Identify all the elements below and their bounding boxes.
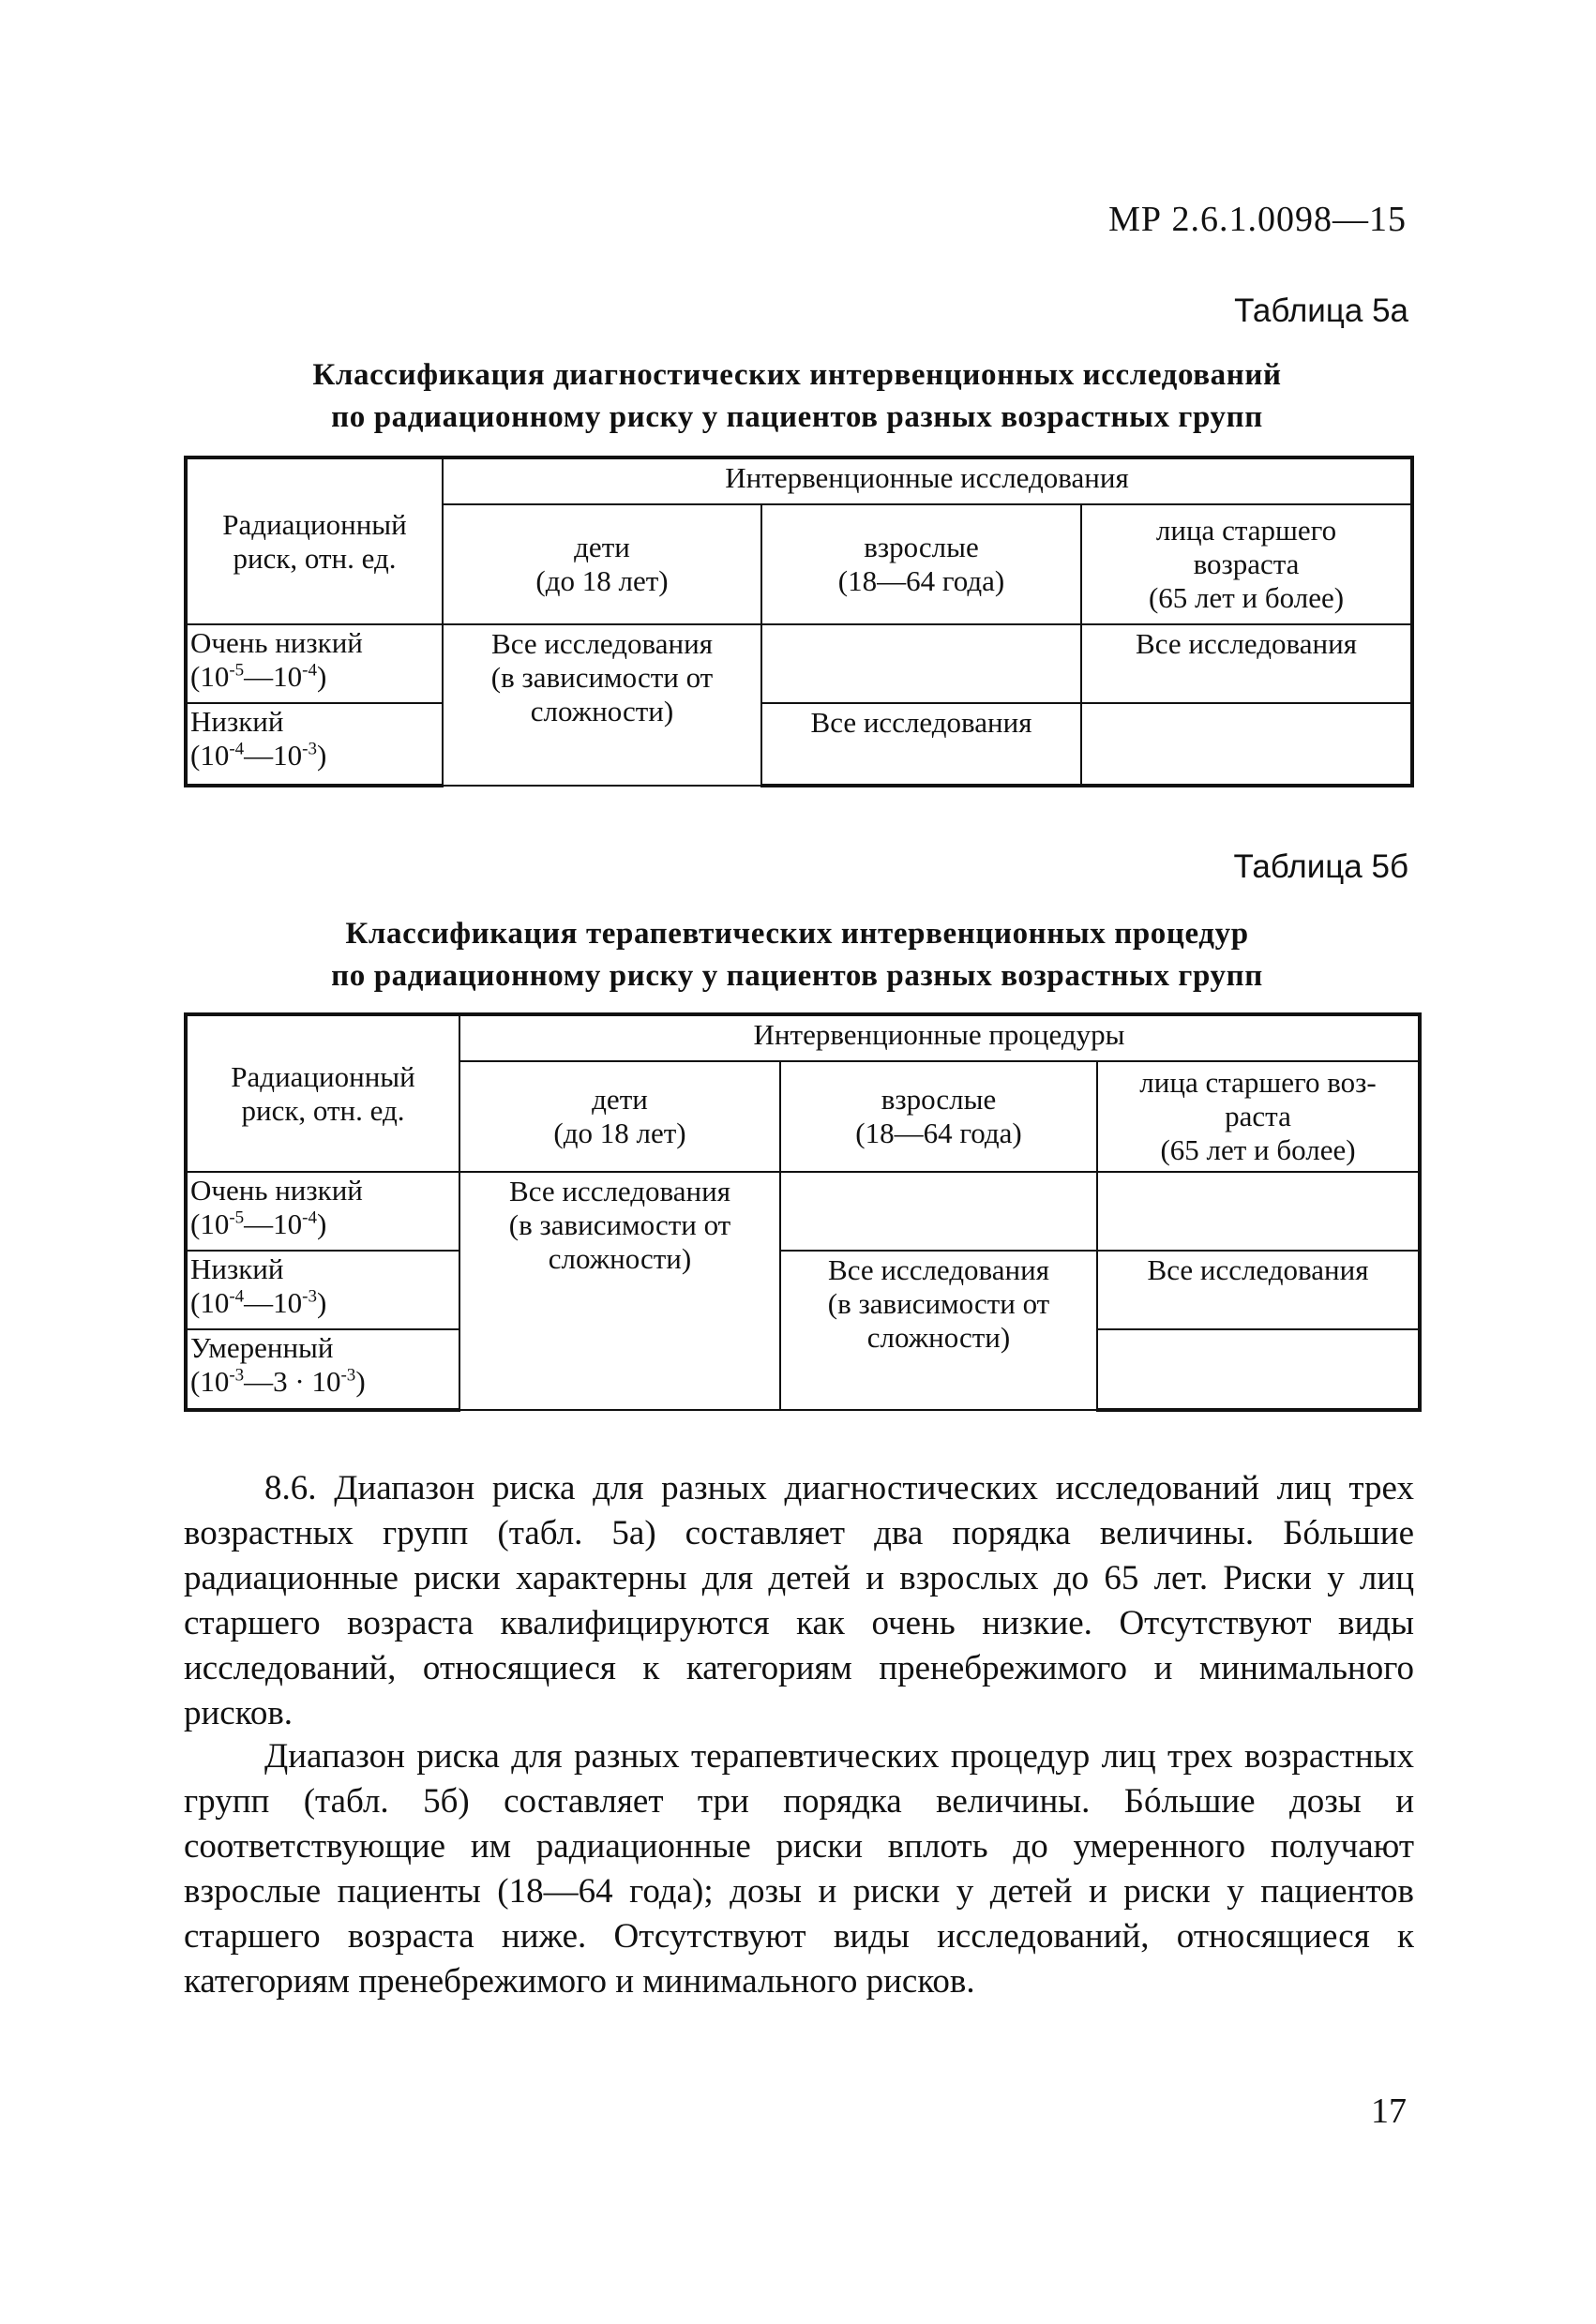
risk-range: $(10^{-4}—10^{-3})$ xyxy=(190,1286,327,1319)
cell-line1: Все исследования xyxy=(828,1253,1049,1286)
table-5a-col-adults xyxy=(761,504,1081,624)
risk-level-name: Низкий xyxy=(190,705,284,738)
table-5a-caption xyxy=(169,354,1425,439)
table-5b-row-low xyxy=(186,1251,459,1329)
col-children-line1: дети xyxy=(592,1083,648,1116)
table-5a-row-low xyxy=(186,703,443,786)
table-5a-children-cell xyxy=(443,624,761,786)
table-5b-elder-row1-empty xyxy=(1097,1172,1420,1251)
table-5a-adults-row2: Все исследования xyxy=(761,703,1081,786)
table-5a-group-header: Интервенционные исследования xyxy=(443,457,1412,504)
risk-range: $(10^{-3}—3 \cdot 10^{-3})$ xyxy=(190,1365,366,1398)
table-5a-col-children xyxy=(443,504,761,624)
table-5b-group-header: Интервенционные процедуры xyxy=(459,1014,1420,1061)
cell-line1: Все исследования xyxy=(491,627,713,660)
table-5b-elder-row3-empty xyxy=(1097,1329,1420,1410)
risk-level-name: Умеренный xyxy=(190,1331,334,1364)
paragraph-8-6: 8.6. Диапазон риска для разных диагностических исследований лиц трех возрастных групп (табл. 5а) составляет два порядка величины. Бóльшие радиационные риски характерны для детей и взрослых до 65 лет. Риски у лиц старшего возраста квалифицируются как очень низкие. Отсутствуют виды исследований, относящиеся к категориям пренебрежимого и минимального рисков. xyxy=(184,1469,1414,1732)
table-5a xyxy=(184,456,1414,787)
risk-header-line1: Радиационный xyxy=(231,1059,415,1093)
cell-line2: (в зависимости от xyxy=(508,1208,731,1241)
risk-header-line2: риск, отн. ед. xyxy=(241,1093,405,1127)
table-5a-row-very-low xyxy=(186,624,443,703)
col-adults-line2: (18—64 года) xyxy=(855,1117,1022,1149)
risk-level-name: Низкий xyxy=(190,1252,284,1285)
table-5b-caption xyxy=(169,913,1425,997)
risk-range: $(10^{-5}—10^{-4})$ xyxy=(190,660,327,693)
table-5a-caption-line1: Классификация диагностических интервенционных исследований xyxy=(312,358,1282,392)
col-children-line1: дети xyxy=(574,531,630,563)
table-5b-col-elder xyxy=(1097,1061,1420,1172)
table-5b-risk-header xyxy=(186,1014,459,1172)
col-adults-line2: (18—64 года) xyxy=(837,564,1005,597)
col-elder-line1: лица старшего воз- xyxy=(1139,1066,1377,1099)
risk-header-line2: риск, отн. ед. xyxy=(233,541,397,575)
table-5b-col-adults xyxy=(780,1061,1097,1172)
risk-range: $(10^{-5}—10^{-4})$ xyxy=(190,1207,327,1240)
table-5b-adults-cell xyxy=(780,1251,1097,1410)
page-number: 17 xyxy=(1371,2092,1407,2131)
col-elder-line3: (65 лет и более) xyxy=(1148,581,1345,614)
table-5b-row-moderate xyxy=(186,1329,459,1410)
col-elder-line2: возраста xyxy=(1193,547,1300,580)
col-elder-line2: раста xyxy=(1225,1100,1291,1132)
table-5b-label: Таблица 5б xyxy=(1233,848,1408,885)
risk-level-name: Очень низкий xyxy=(190,1174,363,1207)
table-5a-risk-header xyxy=(186,457,443,624)
cell-line3: сложности) xyxy=(530,695,674,727)
table-5b-children-cell xyxy=(459,1172,780,1410)
col-elder-line1: лица старшего xyxy=(1155,514,1337,547)
risk-level-name: Очень низкий xyxy=(190,626,363,659)
table-5b xyxy=(184,1012,1422,1412)
table-5b-caption-line2: по радиационному риску у пациентов разных возрастных групп xyxy=(331,959,1263,993)
table-5a-col-elder xyxy=(1081,504,1412,624)
cell-line1: Все исследования xyxy=(509,1175,730,1207)
risk-range: $(10^{-4}—10^{-3})$ xyxy=(190,739,327,772)
table-5a-elder-row1: Все исследования xyxy=(1081,624,1412,703)
table-5b-row-very-low xyxy=(186,1172,459,1251)
table-5b-col-children xyxy=(459,1061,780,1172)
col-elder-line3: (65 лет и более) xyxy=(1160,1133,1356,1166)
col-children-line2: (до 18 лет) xyxy=(553,1117,686,1149)
table-5b-elder-row2: Все исследования xyxy=(1097,1251,1420,1329)
col-adults-line1: взрослые xyxy=(864,531,979,563)
table-5a-caption-line2: по радиационному риску у пациентов разных возрастных групп xyxy=(331,400,1263,434)
cell-line2: (в зависимости от xyxy=(490,661,714,694)
table-5a-label: Таблица 5а xyxy=(1234,292,1408,329)
col-children-line2: (до 18 лет) xyxy=(535,564,669,597)
table-5b-adults-row1-empty xyxy=(780,1172,1097,1251)
risk-header-line1: Радиационный xyxy=(222,507,407,541)
cell-line3: сложности) xyxy=(548,1242,692,1275)
table-5a-elder-row2-empty xyxy=(1081,703,1412,786)
table-5b-caption-line1: Классификация терапевтических интервенционных процедур xyxy=(345,917,1249,951)
document-number: МР 2.6.1.0098—15 xyxy=(1108,200,1407,239)
cell-line2: (в зависимости от xyxy=(827,1287,1050,1320)
paragraph-8-6-continued: Диапазон риска для разных терапевтических процедур лиц трех возрастных групп (табл. 5б) составляет три порядка величины. Бóльшие дозы и соответствующие им радиационные риски вплоть до умеренного получают взрослые пациенты (18—64 года); дозы и риски у детей и риски у пациентов старшего возраста ниже. Отсутствуют виды исследований, относящиеся к категориям пренебрежимого и минимального рисков. xyxy=(184,1737,1414,2001)
col-adults-line1: взрослые xyxy=(881,1083,997,1116)
cell-line3: сложности) xyxy=(866,1321,1011,1354)
table-5a-adults-row1-empty xyxy=(761,624,1081,703)
